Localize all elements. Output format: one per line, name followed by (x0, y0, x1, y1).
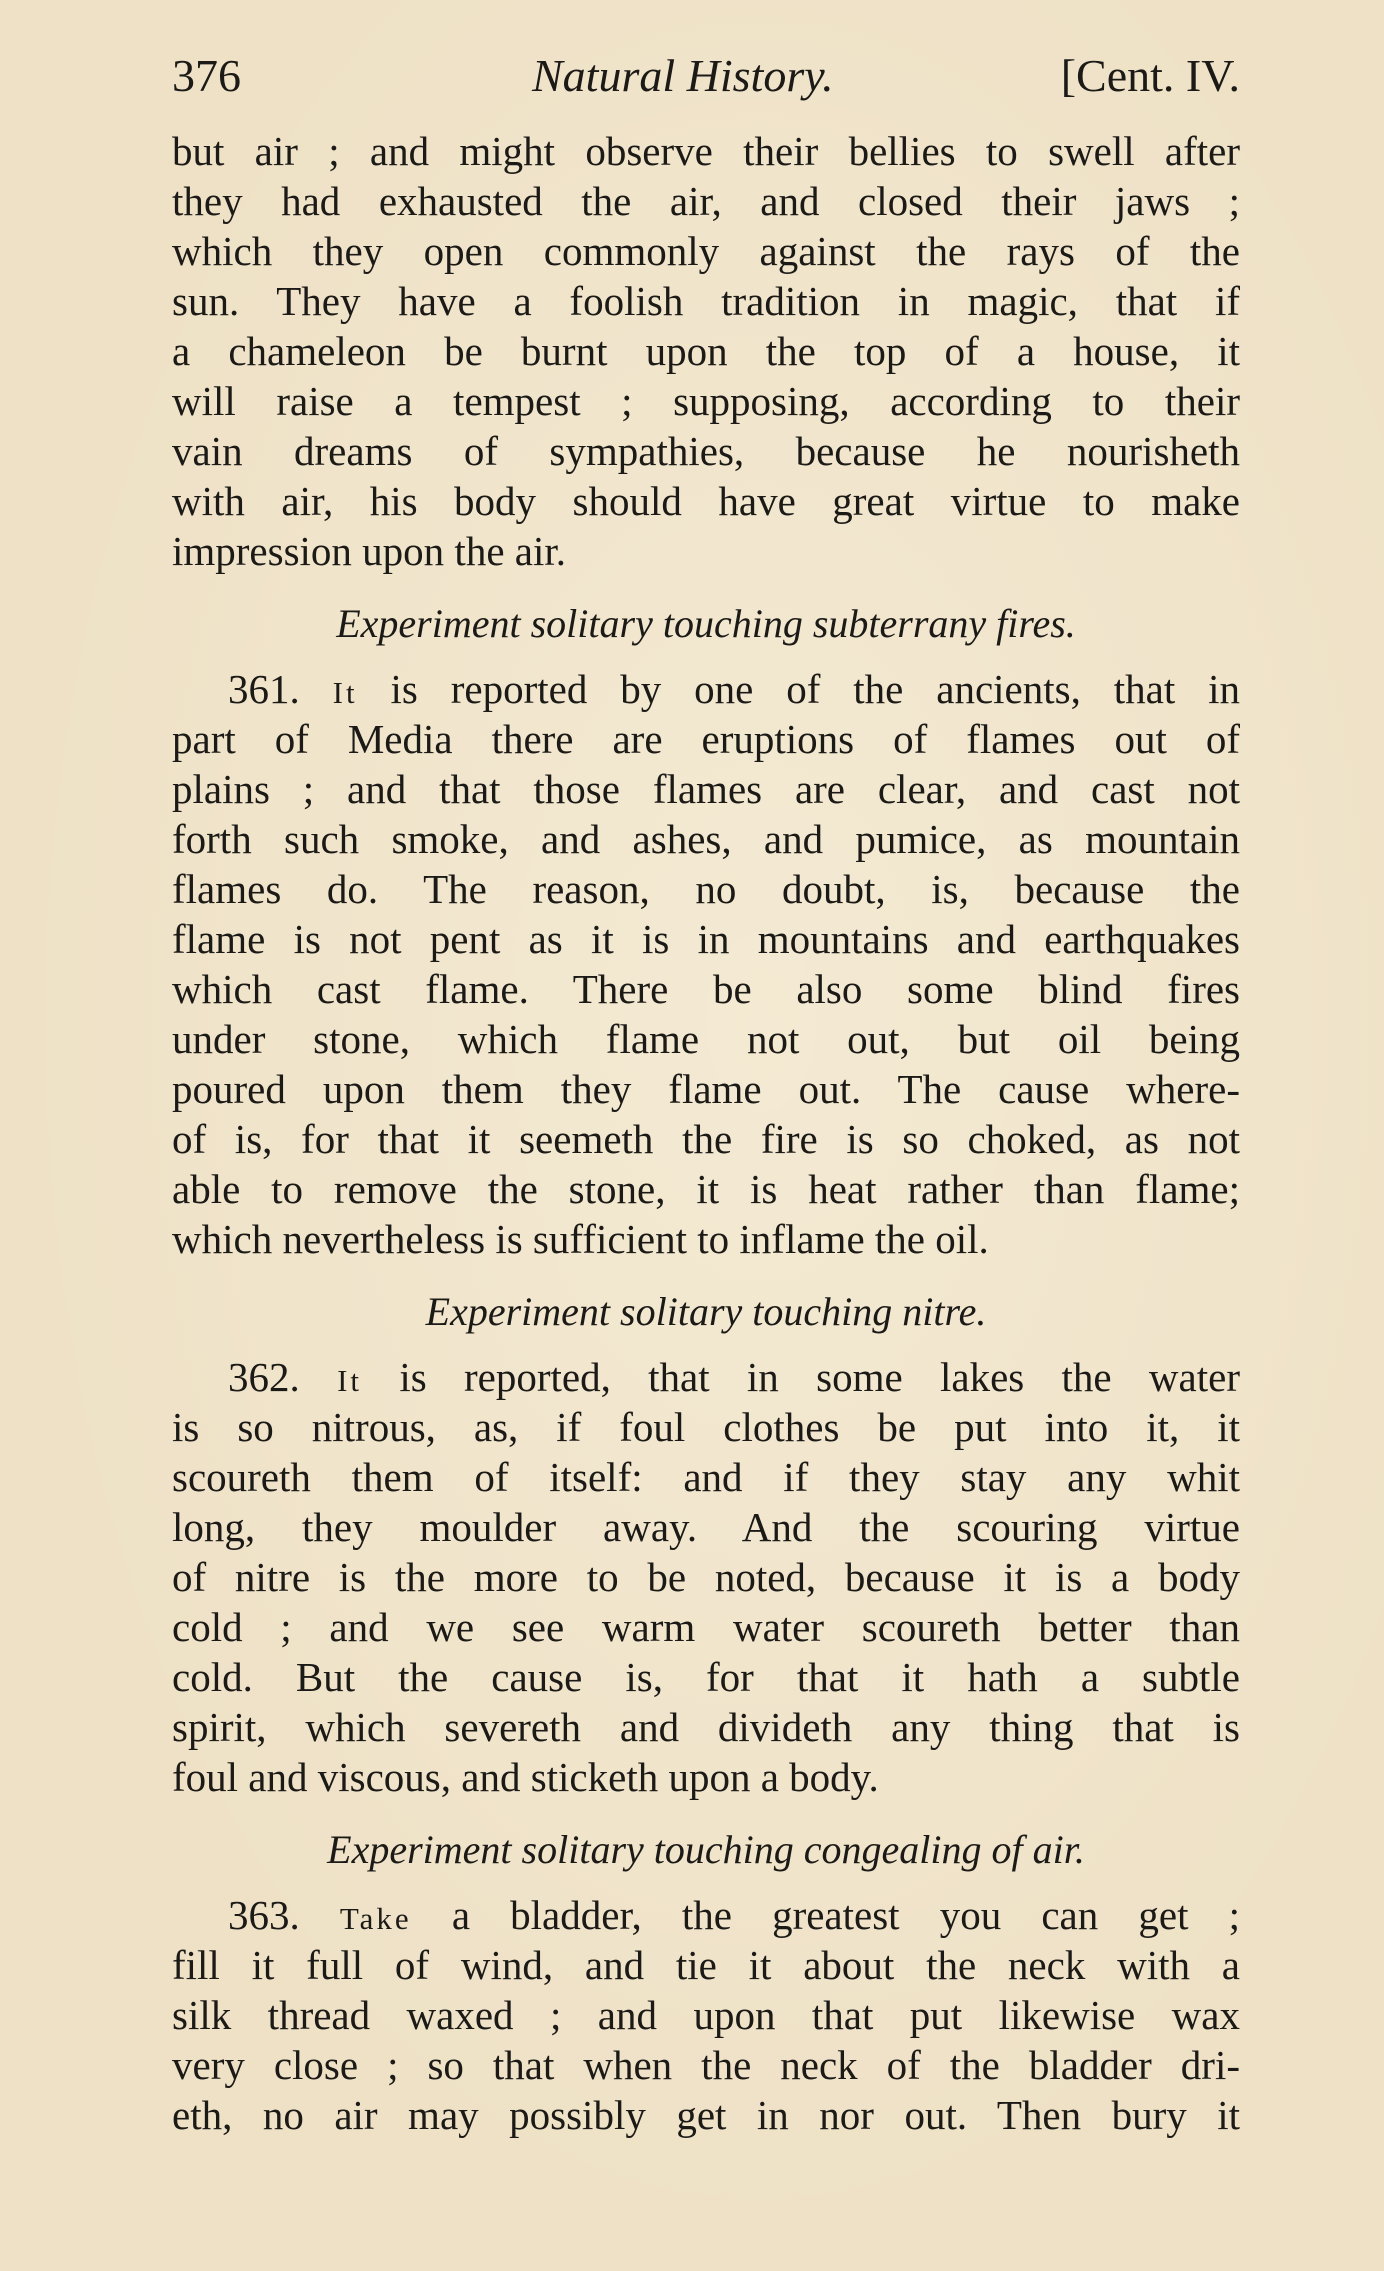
text-line: silk thread waxed ; and upon that put likewise wax (172, 1992, 1240, 2038)
first-line-text: a bladder, the greatest you can get ; (411, 1892, 1240, 1938)
paragraph-number: 363. (228, 1892, 300, 1938)
text-line: sun. They have a foolish tradition in magic, that if (172, 278, 1240, 324)
lead-word: It (332, 675, 358, 710)
text-line: vain dreams of sympathies, because he nourisheth (172, 428, 1240, 474)
text-line: long, they moulder away. And the scouring virtue (172, 1504, 1240, 1550)
text-line: a chameleon be burnt upon the top of a house, it (172, 328, 1240, 374)
section-heading-363: Experiment solitary touching congealing of air. (327, 1827, 1085, 1872)
text-line: fill it full of wind, and tie it about the neck with a (172, 1942, 1240, 1988)
lead-word: Take (339, 1901, 412, 1936)
text-line: under stone, which flame not out, but oil being (172, 1016, 1240, 1062)
paragraph-361 (172, 664, 1240, 1264)
paragraph-number: 362. (228, 1354, 300, 1400)
paragraph-362 (172, 1352, 1240, 1802)
text-line: plains ; and that those flames are clear, and cast not (172, 766, 1240, 812)
running-title: Natural History. (532, 50, 834, 101)
page-number: 376 (172, 50, 241, 101)
text-line: cold ; and we see warm water scoureth better than (172, 1604, 1240, 1650)
text-line: able to remove the stone, it is heat rather than flame; (172, 1166, 1240, 1212)
text-line: eth, no air may possibly get in nor out. Then bury it (172, 2092, 1240, 2138)
text-line: which nevertheless is sufficient to inflame the oil. (172, 1216, 989, 1262)
text-line: poured upon them they flame out. The cause where- (172, 1066, 1240, 1112)
section-heading-362: Experiment solitary touching nitre. (425, 1289, 987, 1334)
text-line: with air, his body should have great virtue to make (172, 478, 1240, 524)
text-line: flames do. The reason, no doubt, is, because the (172, 866, 1240, 912)
text-line: but air ; and might observe their bellies to swell after (172, 128, 1240, 174)
text-line (172, 1890, 1240, 1940)
text-line: will raise a tempest ; supposing, according to their (172, 378, 1240, 424)
text-line: scoureth them of itself: and if they stay any whit (172, 1454, 1240, 1500)
text-line: of is, for that it seemeth the fire is so choked, as not (172, 1116, 1240, 1162)
text-line: is so nitrous, as, if foul clothes be put into it, it (172, 1404, 1240, 1450)
section-heading-361: Experiment solitary touching subterrany fires. (336, 601, 1076, 646)
text-line (172, 1352, 1240, 1402)
text-line: they had exhausted the air, and closed their jaws ; (172, 178, 1240, 224)
section-mark: [Cent. IV. (1060, 50, 1240, 101)
first-line-text: is reported by one of the ancients, that in (357, 666, 1240, 712)
text-line (172, 664, 1240, 714)
text-line: spirit, which severeth and divideth any thing that is (172, 1704, 1240, 1750)
paragraph-number: 361. (228, 666, 300, 712)
running-header (172, 46, 1240, 106)
text-line: cold. But the cause is, for that it hath a subtle (172, 1654, 1240, 1700)
text-line: which they open commonly against the rays of the (172, 228, 1240, 274)
page-body (172, 126, 1240, 2140)
lead-word: It (337, 1363, 362, 1398)
paragraph-363 (172, 1890, 1240, 2140)
text-line: very close ; so that when the neck of the bladder dri- (172, 2042, 1240, 2088)
text-line: flame is not pent as it is in mountains and earthquakes (172, 916, 1240, 962)
text-line: of nitre is the more to be noted, because it is a body (172, 1554, 1240, 1600)
text-line: forth such smoke, and ashes, and pumice, as mountain (172, 816, 1240, 862)
first-line-text: is reported, that in some lakes the water (362, 1354, 1240, 1400)
text-line: part of Media there are eruptions of flames out of (172, 716, 1240, 762)
continuation-paragraph (172, 126, 1240, 576)
text-line: foul and viscous, and sticketh upon a body. (172, 1754, 879, 1800)
text-line: which cast flame. There be also some blind fires (172, 966, 1240, 1012)
text-line: impression upon the air. (172, 528, 567, 574)
